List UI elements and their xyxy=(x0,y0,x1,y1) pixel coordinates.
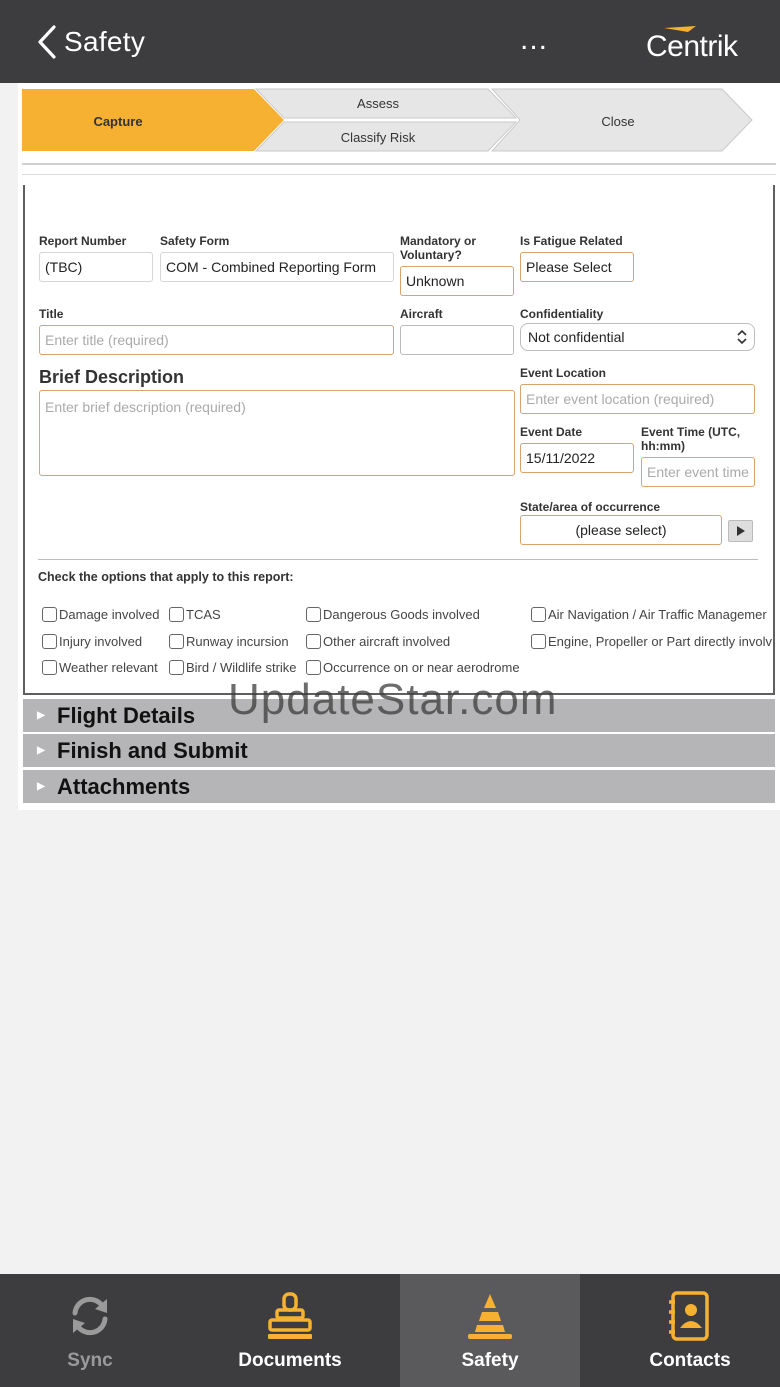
confidentiality-value: Not confidential xyxy=(528,329,625,345)
contact-book-icon xyxy=(662,1288,718,1344)
report-number-field: (TBC) xyxy=(39,252,153,282)
checkbox-dangerous-goods[interactable]: Dangerous Goods involved xyxy=(306,607,480,622)
checks-label: Check the options that apply to this report: xyxy=(38,570,294,584)
mandatory-label: Mandatory or Voluntary? xyxy=(400,234,477,262)
confidentiality-select[interactable] xyxy=(520,323,755,351)
checkbox-box[interactable] xyxy=(531,607,546,622)
safety-form-field: COM - Combined Reporting Form xyxy=(160,252,394,282)
checkbox-weather-relevant[interactable]: Weather relevant xyxy=(42,660,158,675)
checkbox-runway-incursion[interactable]: Runway incursion xyxy=(169,634,289,649)
checkbox-injury-involved[interactable]: Injury involved xyxy=(42,634,142,649)
checkbox-box[interactable] xyxy=(42,634,57,649)
checkbox-other-aircraft[interactable]: Other aircraft involved xyxy=(306,634,450,649)
section-attachments-header[interactable]: ▶ Attachments xyxy=(23,770,775,803)
title-label: Title xyxy=(39,307,64,321)
bottom-tab-bar xyxy=(0,1274,780,1387)
caret-right-icon: ▶ xyxy=(37,781,45,792)
checkbox-box[interactable] xyxy=(42,660,57,675)
divider xyxy=(38,559,758,560)
brief-description-textarea[interactable]: Enter brief description (required) xyxy=(39,390,515,476)
divider xyxy=(22,163,776,165)
report-number-label: Report Number xyxy=(39,234,127,248)
checkbox-aerodrome[interactable]: Occurrence on or near aerodrome xyxy=(306,660,520,675)
checkbox-box[interactable] xyxy=(531,634,546,649)
play-arrow-icon xyxy=(736,525,746,537)
tab-documents[interactable]: Documents xyxy=(200,1274,380,1387)
checkbox-box[interactable] xyxy=(42,607,57,622)
watermark: UpdateStar.com xyxy=(228,675,558,724)
section-flight-details-header[interactable]: ▶ Flight Details xyxy=(23,699,775,732)
event-time-label: Event Time (UTC, hh:mm) xyxy=(641,425,741,453)
section-finish-submit-header[interactable]: ▶ Finish and Submit xyxy=(23,734,775,767)
chevron-left-icon xyxy=(36,24,58,60)
aircraft-label: Aircraft xyxy=(400,307,443,321)
checkbox-bird-wildlife[interactable]: Bird / Wildlife strike xyxy=(169,660,297,675)
divider xyxy=(22,174,776,175)
mandatory-select[interactable]: Unknown xyxy=(400,266,514,296)
event-date-input[interactable]: 15/11/2022 xyxy=(520,443,634,473)
event-date-label: Event Date xyxy=(520,425,583,439)
back-label: Safety xyxy=(64,26,146,57)
checkbox-box[interactable] xyxy=(306,634,321,649)
event-location-label: Event Location xyxy=(520,366,607,380)
checkbox-box[interactable] xyxy=(169,660,184,675)
top-nav-bar xyxy=(0,0,780,83)
tab-contacts[interactable]: Contacts xyxy=(600,1274,780,1387)
workflow-step-capture[interactable]: Capture xyxy=(93,113,143,129)
checkbox-box[interactable] xyxy=(306,607,321,622)
back-button[interactable] xyxy=(36,22,145,62)
checkbox-air-navigation[interactable]: Air Navigation / Air Traffic Managemer xyxy=(531,607,774,622)
workflow-step-classify-risk[interactable]: Classify Risk xyxy=(340,129,416,145)
traffic-cone-icon xyxy=(462,1288,518,1344)
checkbox-tcas[interactable]: TCAS xyxy=(169,607,221,622)
checkbox-box[interactable] xyxy=(169,607,184,622)
caret-right-icon: ▶ xyxy=(37,710,45,721)
workflow-step-close[interactable]: Close xyxy=(601,113,635,129)
event-time-input[interactable]: Enter event time xyxy=(641,457,755,487)
caret-right-icon: ▶ xyxy=(37,745,45,756)
state-area-picker-button[interactable] xyxy=(728,520,753,542)
checkbox-box[interactable] xyxy=(169,634,184,649)
more-options-button[interactable]: ... xyxy=(520,23,549,56)
workflow-step-assess[interactable]: Assess xyxy=(357,95,399,111)
centrik-logo: Centrik xyxy=(644,24,754,64)
title-input[interactable]: Enter title (required) xyxy=(39,325,394,355)
checkbox-damage-involved[interactable]: Damage involved xyxy=(42,607,159,622)
tab-sync[interactable]: Sync xyxy=(0,1274,180,1387)
brief-description-label: Brief Description xyxy=(39,367,185,387)
fatigue-label: Is Fatigue Related xyxy=(520,234,623,248)
checkbox-box[interactable] xyxy=(306,660,321,675)
aircraft-input[interactable] xyxy=(400,325,514,355)
updown-chevron-icon xyxy=(736,329,748,348)
checkbox-engine-propeller[interactable]: Engine, Propeller or Part directly involv xyxy=(531,634,774,649)
stamp-icon xyxy=(262,1288,318,1344)
confidentiality-label: Confidentiality xyxy=(520,307,604,321)
tab-safety[interactable]: Safety xyxy=(400,1274,580,1387)
state-area-select[interactable]: (please select) xyxy=(520,515,722,545)
state-area-label: State/area of occurrence xyxy=(520,500,661,514)
safety-form-label: Safety Form xyxy=(160,234,230,248)
sync-icon xyxy=(62,1288,118,1344)
event-location-input[interactable]: Enter event location (required) xyxy=(520,384,755,414)
fatigue-select[interactable]: Please Select xyxy=(520,252,634,282)
